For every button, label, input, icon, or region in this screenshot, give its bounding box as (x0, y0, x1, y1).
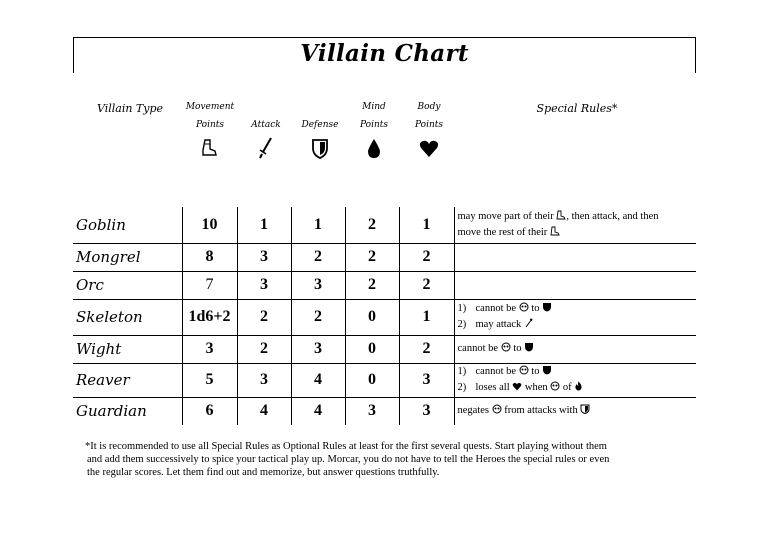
villain-name: Wight (73, 335, 182, 363)
defense-value: 4 (291, 397, 345, 425)
body-value: 1 (399, 207, 454, 243)
header-mind: Mind Points (359, 102, 389, 130)
header-special-rules: Special Rules* (536, 102, 618, 115)
table-row-orc (73, 271, 696, 299)
header-villain-type: Villain Type (96, 102, 164, 115)
table-row-goblin (73, 207, 696, 243)
mind-value: 3 (345, 397, 399, 425)
movement-value: 6 (182, 397, 237, 425)
body-value: 2 (399, 271, 454, 299)
defense-value: 3 (291, 335, 345, 363)
movement-value: 8 (182, 243, 237, 271)
villain-name: Orc (73, 271, 182, 299)
body-value: 2 (399, 243, 454, 271)
arrow-icon (524, 318, 534, 333)
movement-value: 1d6+2 (182, 299, 237, 335)
mind-value: 2 (345, 271, 399, 299)
attack-value: 3 (237, 271, 291, 299)
sword-icon (255, 137, 277, 159)
skull-icon (501, 342, 511, 357)
special-rule-guardian: negates from attacks with (454, 397, 696, 425)
footnote-line: the regular scores. Let them find out and memorize, but answer questions truthfully. (87, 467, 440, 478)
table-row-skeleton (73, 299, 696, 335)
defense-value: 3 (291, 271, 345, 299)
special-rule-empty (454, 243, 696, 271)
header-attack: Attack (251, 120, 281, 130)
attack-value: 3 (237, 363, 291, 397)
movement-value: 3 (182, 335, 237, 363)
footnote-line: *It is recommended to use all Special Rules as Optional Rules at least for the first several quests. Start playing without them (85, 441, 607, 452)
drop-icon (363, 137, 385, 159)
movement-value: 10 (182, 207, 237, 243)
villain-name: Mongrel (73, 243, 182, 271)
special-rule-empty (454, 271, 696, 299)
frame-top-line (73, 37, 696, 38)
mind-value: 2 (345, 207, 399, 243)
shield-icon (542, 365, 552, 380)
villain-name: Guardian (73, 397, 182, 425)
skull-icon (492, 404, 502, 419)
footnote-line: and add them successively to spice your tactical play up. Morcar, you do not have to tell the Heroes the special rules or even (87, 454, 610, 465)
shield-icon (309, 137, 331, 159)
defense-value: 4 (291, 363, 345, 397)
attack-value: 4 (237, 397, 291, 425)
movement-value: 5 (182, 363, 237, 397)
table-row-mongrel (73, 243, 696, 271)
body-value: 3 (399, 397, 454, 425)
shield-icon (580, 404, 590, 419)
table-row-reaver (73, 363, 696, 397)
heart-icon (418, 137, 440, 159)
header-movement: Movement Points (185, 102, 235, 130)
skull-icon (519, 302, 529, 317)
attack-value: 3 (237, 243, 291, 271)
attack-value: 1 (237, 207, 291, 243)
special-rule-skeleton: 1) cannot be to 2) may attack (454, 299, 696, 335)
defense-value: 1 (291, 207, 345, 243)
body-value: 3 (399, 363, 454, 397)
table-row-guardian (73, 397, 696, 425)
villain-table (73, 207, 696, 425)
footnote (85, 440, 685, 479)
boot-icon (556, 210, 566, 225)
header-defense: Defense (301, 120, 339, 130)
flame-icon (574, 381, 583, 396)
header-body: Body Points (414, 102, 444, 130)
skull-icon (550, 381, 560, 396)
attack-value: 2 (237, 335, 291, 363)
defense-value: 2 (291, 299, 345, 335)
body-value: 1 (399, 299, 454, 335)
mind-value: 0 (345, 335, 399, 363)
shield-icon (524, 342, 534, 357)
villain-name: Goblin (73, 207, 182, 243)
special-rule-reaver: 1) cannot be to 2) loses all when of (454, 363, 696, 397)
movement-value: 7 (182, 271, 237, 299)
shield-icon (542, 302, 552, 317)
mind-value: 0 (345, 299, 399, 335)
page-title: Villain Chart (300, 40, 469, 67)
special-rule-goblin: may move part of their , then attack, and then move the rest of their (454, 207, 696, 243)
heart-icon (512, 381, 522, 396)
special-rule-wight: cannot be to (454, 335, 696, 363)
mind-value: 2 (345, 243, 399, 271)
skull-icon (519, 365, 529, 380)
attack-value: 2 (237, 299, 291, 335)
villain-name: Reaver (73, 363, 182, 397)
body-value: 2 (399, 335, 454, 363)
boot-icon (198, 137, 220, 159)
villain-name: Skeleton (73, 299, 182, 335)
table-row-wight (73, 335, 696, 363)
mind-value: 0 (345, 363, 399, 397)
defense-value: 2 (291, 243, 345, 271)
boot-icon (550, 226, 560, 241)
